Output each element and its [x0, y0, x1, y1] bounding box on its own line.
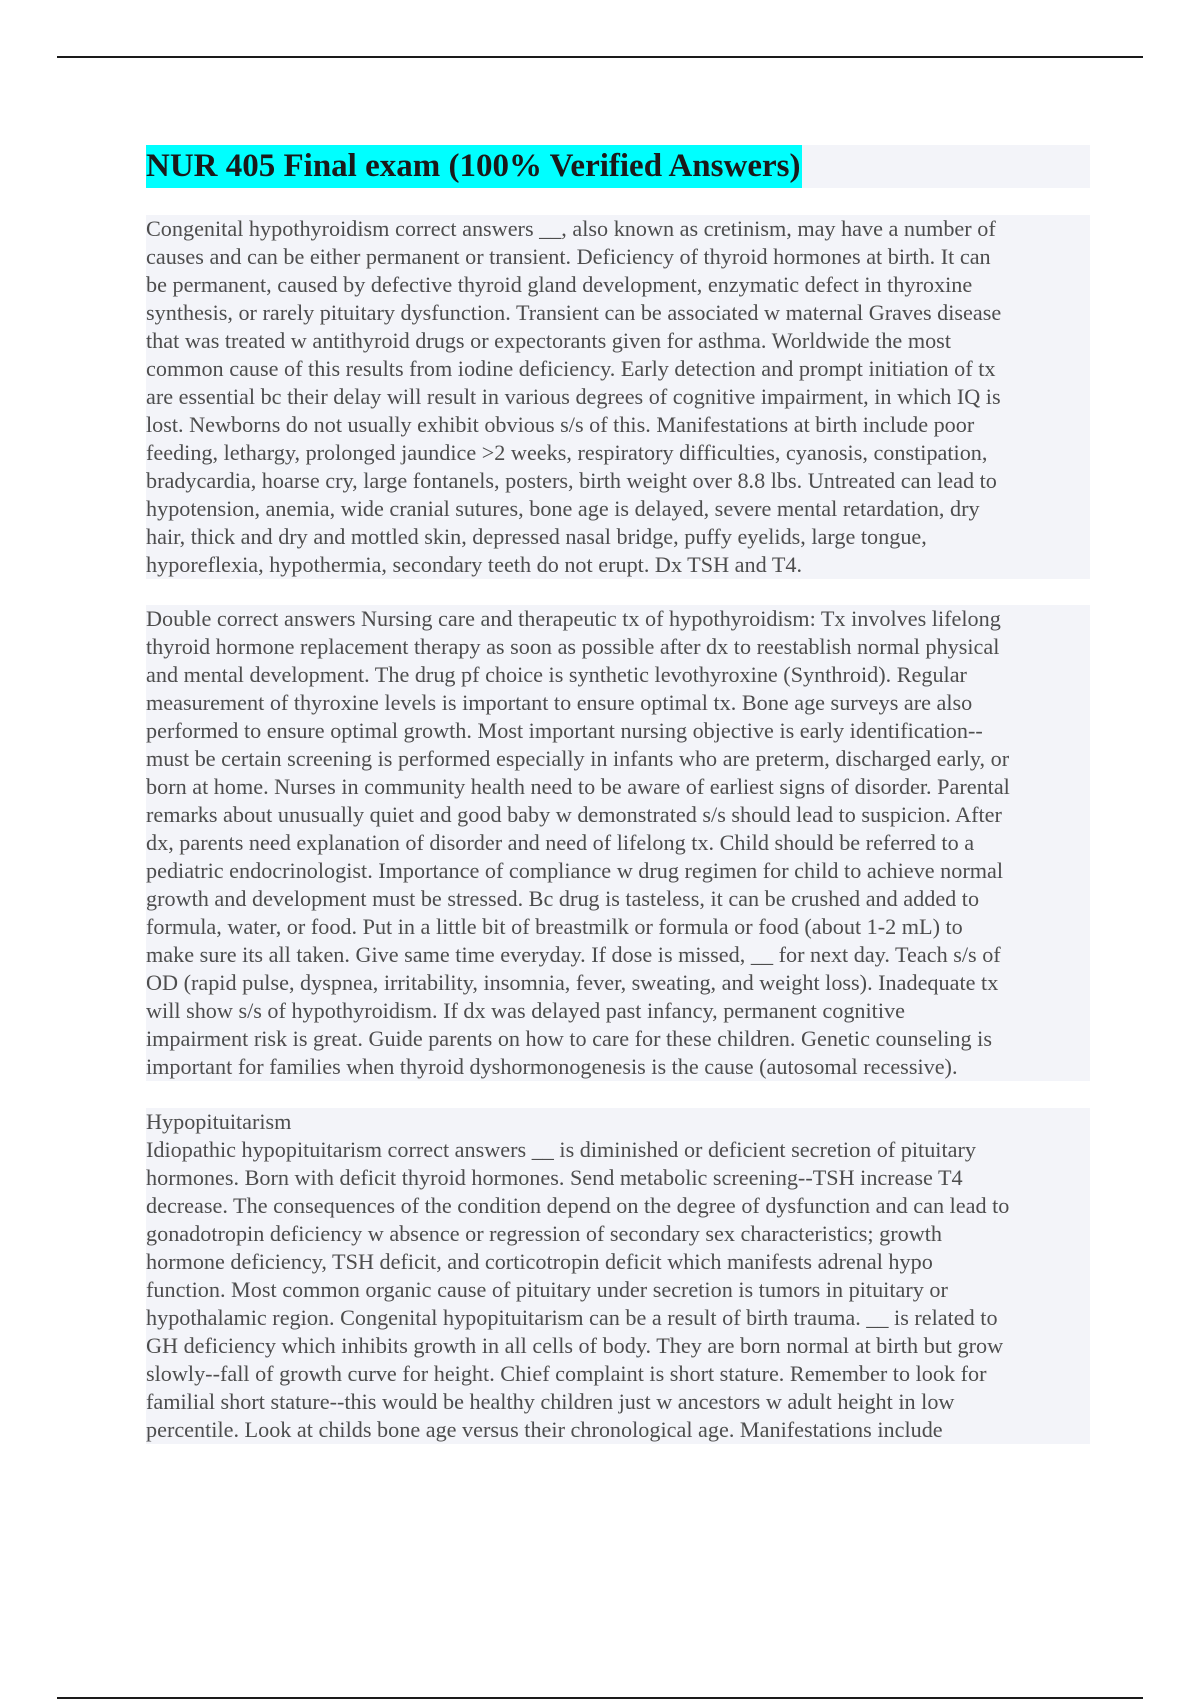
text-line: make sure its all taken. Give same time everyday. If dose is missed, __ for next day. Teach s/s of [146, 941, 1090, 969]
text-line: hyporeflexia, hypothermia, secondary teeth do not erupt. Dx TSH and T4. [146, 551, 1090, 579]
page-bottom-rule [57, 1697, 1143, 1699]
text-line: Congenital hypothyroidism correct answers __, also known as cretinism, may have a number of [146, 215, 1090, 243]
text-line: OD (rapid pulse, dyspnea, irritability, insomnia, fever, sweating, and weight loss). Inadequate tx [146, 969, 1090, 997]
text-line: percentile. Look at childs bone age versus their chronological age. Manifestations include [146, 1416, 1090, 1444]
text-line: growth and development must be stressed. Bc drug is tasteless, it can be crushed and added to [146, 885, 1090, 913]
text-line: that was treated w antithyroid drugs or expectorants given for asthma. Worldwide the most [146, 327, 1090, 355]
paragraph-hypopituitarism [146, 1108, 1090, 1444]
text-line: hypotension, anemia, wide cranial sutures, bone age is delayed, severe mental retardation, dry [146, 495, 1090, 523]
text-line: lost. Newborns do not usually exhibit obvious s/s of this. Manifestations at birth include poor [146, 411, 1090, 439]
page-content [146, 145, 1090, 1444]
text-line: hormone deficiency, TSH deficit, and corticotropin deficit which manifests adrenal hypo [146, 1248, 1090, 1276]
text-line: GH deficiency which inhibits growth in all cells of body. They are born normal at birth but grow [146, 1332, 1090, 1360]
text-line: causes and can be either permanent or transient. Deficiency of thyroid hormones at birth. It can [146, 243, 1090, 271]
text-line: dx, parents need explanation of disorder and need of lifelong tx. Child should be referred to a [146, 829, 1090, 857]
text-line: formula, water, or food. Put in a little bit of breastmilk or formula or food (about 1-2 mL) to [146, 913, 1090, 941]
text-line: thyroid hormone replacement therapy as soon as possible after dx to reestablish normal physical [146, 633, 1090, 661]
paragraph-congenital-hypothyroidism [146, 215, 1090, 579]
text-line: hair, thick and dry and mottled skin, depressed nasal bridge, puffy eyelids, large tongue, [146, 523, 1090, 551]
text-line: will show s/s of hypothyroidism. If dx was delayed past infancy, permanent cognitive [146, 997, 1090, 1025]
page-top-rule [57, 56, 1143, 58]
text-line: measurement of thyroxine levels is important to ensure optimal tx. Bone age surveys are also [146, 689, 1090, 717]
text-line: bradycardia, hoarse cry, large fontanels, posters, birth weight over 8.8 lbs. Untreated can lead to [146, 467, 1090, 495]
text-line: gonadotropin deficiency w absence or regression of secondary sex characteristics; growth [146, 1220, 1090, 1248]
text-line: and mental development. The drug pf choice is synthetic levothyroxine (Synthroid). Regular [146, 661, 1090, 689]
text-line: hypothalamic region. Congenital hypopituitarism can be a result of birth trauma. __ is related to [146, 1304, 1090, 1332]
text-line: are essential bc their delay will result in various degrees of cognitive impairment, in which IQ is [146, 383, 1090, 411]
text-line: decrease. The consequences of the condition depend on the degree of dysfunction and can lead to [146, 1192, 1090, 1220]
text-line: synthesis, or rarely pituitary dysfunction. Transient can be associated w maternal Graves disease [146, 299, 1090, 327]
section-heading-line: Hypopituitarism [146, 1108, 1090, 1136]
text-line: common cause of this results from iodine deficiency. Early detection and prompt initiation of tx [146, 355, 1090, 383]
text-line: important for families when thyroid dyshormonogenesis is the cause (autosomal recessive). [146, 1053, 1090, 1081]
text-line: impairment risk is great. Guide parents on how to care for these children. Genetic counseling is [146, 1025, 1090, 1053]
text-line: pediatric endocrinologist. Importance of compliance w drug regimen for child to achieve normal [146, 857, 1090, 885]
text-line: function. Most common organic cause of pituitary under secretion is tumors in pituitary or [146, 1276, 1090, 1304]
text-line: performed to ensure optimal growth. Most important nursing objective is early identification-- [146, 717, 1090, 745]
title-row [146, 145, 1090, 188]
text-line: Idiopathic hypopituitarism correct answers __ is diminished or deficient secretion of pituitary [146, 1136, 1090, 1164]
text-line: be permanent, caused by defective thyroid gland development, enzymatic defect in thyroxine [146, 271, 1090, 299]
text-line: remarks about unusually quiet and good baby w demonstrated s/s should lead to suspicion. After [146, 801, 1090, 829]
text-line: feeding, lethargy, prolonged jaundice >2 weeks, respiratory difficulties, cyanosis, constipation, [146, 439, 1090, 467]
text-line: familial short stature--this would be healthy children just w ancestors w adult height in low [146, 1388, 1090, 1416]
text-line: must be certain screening is performed especially in infants who are preterm, discharged early, or [146, 745, 1090, 773]
paragraph-nursing-care [146, 605, 1090, 1081]
document-title: NUR 405 Final exam (100% Verified Answers) [146, 145, 802, 188]
text-line: slowly--fall of growth curve for height. Chief complaint is short stature. Remember to look for [146, 1360, 1090, 1388]
text-line: born at home. Nurses in community health need to be aware of earliest signs of disorder. Parental [146, 773, 1090, 801]
text-line: hormones. Born with deficit thyroid hormones. Send metabolic screening--TSH increase T4 [146, 1164, 1090, 1192]
text-line: Double correct answers Nursing care and therapeutic tx of hypothyroidism: Tx involves lifelong [146, 605, 1090, 633]
